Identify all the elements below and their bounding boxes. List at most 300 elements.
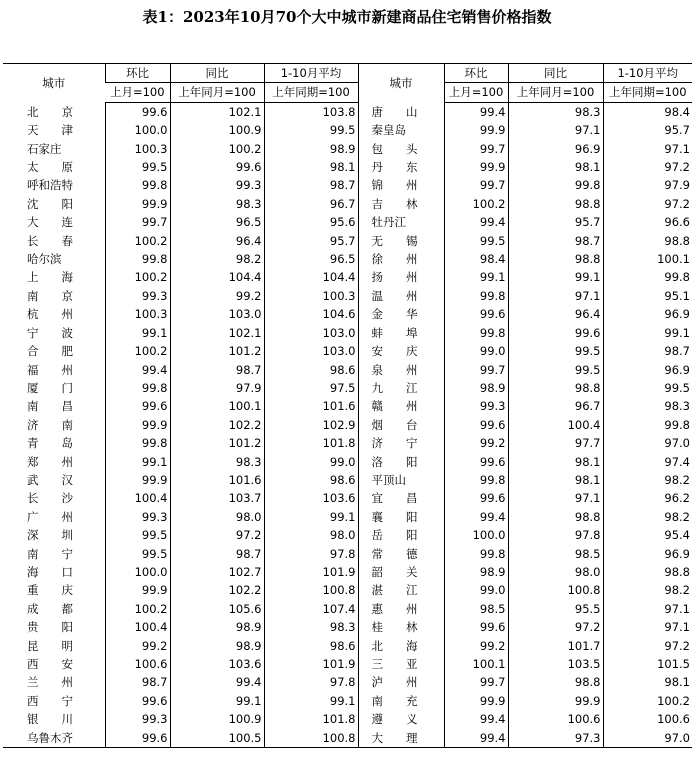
left-mom-cell: 100.2 (105, 342, 170, 360)
right-ytd-cell: 101.5 (603, 655, 692, 673)
left-city-cell: 广 州 (27, 509, 73, 524)
right-yoy-cell: 98.1 (508, 453, 603, 471)
yoy-header-right: 同比 (508, 64, 603, 83)
left-ytd-cell: 99.0 (264, 453, 358, 471)
left-mom-cell: 100.4 (105, 618, 170, 636)
right-city-cell: 大 理 (358, 729, 444, 748)
left-ytd-cell: 99.1 (264, 692, 358, 710)
left-yoy-cell: 100.9 (170, 121, 264, 139)
right-yoy-cell: 97.3 (508, 729, 603, 748)
left-ytd-cell: 104.4 (264, 268, 358, 286)
left-ytd-cell: 98.1 (264, 158, 358, 176)
right-yoy-cell: 95.7 (508, 213, 603, 231)
left-ytd-cell: 96.7 (264, 195, 358, 213)
right-mom-cell: 99.6 (444, 618, 508, 636)
table-body (3, 102, 692, 747)
right-ytd-cell: 98.1 (603, 673, 692, 691)
left-ytd-cell: 99.5 (264, 121, 358, 139)
table-row (3, 213, 692, 231)
table-row (3, 416, 692, 434)
left-city-cell: 乌鲁木齐 (3, 729, 105, 748)
right-mom-cell: 98.9 (444, 563, 508, 581)
table-row (3, 158, 692, 176)
left-city-cell: 武 汉 (27, 472, 73, 487)
left-ytd-cell: 98.9 (264, 140, 358, 158)
table-row (3, 453, 692, 471)
right-yoy-cell: 98.7 (508, 232, 603, 250)
left-city-cell: 西 宁 (27, 693, 73, 708)
right-mom-cell: 99.7 (444, 140, 508, 158)
left-city-cell: 厦 门 (27, 380, 73, 395)
left-city-cell: 合 肥 (27, 344, 73, 359)
table-row (3, 232, 692, 250)
city-header-right: 城市 (358, 64, 444, 103)
right-mom-cell: 99.4 (444, 508, 508, 526)
table-row (3, 508, 692, 526)
table-row (3, 140, 692, 158)
mom-base-left: 上月=100 (105, 83, 170, 102)
right-ytd-cell: 97.2 (603, 195, 692, 213)
right-yoy-cell: 98.8 (508, 508, 603, 526)
left-mom-cell: 100.3 (105, 305, 170, 323)
right-ytd-cell: 96.9 (603, 361, 692, 379)
right-yoy-cell: 96.4 (508, 305, 603, 323)
right-mom-cell: 99.9 (444, 692, 508, 710)
left-yoy-cell: 98.3 (170, 453, 264, 471)
table-row (3, 434, 692, 452)
right-yoy-cell: 98.8 (508, 379, 603, 397)
ytd-base-left: 上年同期=100 (264, 83, 358, 102)
right-mom-cell: 99.4 (444, 710, 508, 728)
right-ytd-cell: 97.9 (603, 176, 692, 194)
right-mom-cell: 100.0 (444, 526, 508, 544)
left-city-cell: 上 海 (27, 270, 73, 285)
right-city-cell: 徐 州 (358, 250, 444, 268)
left-city-cell: 深 圳 (27, 528, 73, 543)
left-ytd-cell: 104.6 (264, 305, 358, 323)
right-mom-cell: 99.2 (444, 434, 508, 452)
table-row (3, 342, 692, 360)
right-city-cell: 湛 江 (358, 581, 444, 599)
yoy-header-left: 同比 (170, 64, 264, 83)
left-city-cell: 宁 波 (27, 325, 73, 340)
left-yoy-cell: 98.2 (170, 250, 264, 268)
left-mom-cell: 100.3 (105, 140, 170, 158)
left-yoy-cell: 98.9 (170, 618, 264, 636)
left-city-cell: 天 津 (27, 123, 73, 138)
right-yoy-cell: 100.4 (508, 416, 603, 434)
table-row (3, 102, 692, 121)
left-yoy-cell: 100.2 (170, 140, 264, 158)
right-ytd-cell: 97.4 (603, 453, 692, 471)
left-yoy-cell: 98.3 (170, 195, 264, 213)
left-yoy-cell: 97.9 (170, 379, 264, 397)
left-mom-cell: 99.6 (105, 692, 170, 710)
right-ytd-cell: 100.1 (603, 250, 692, 268)
left-mom-cell: 99.8 (105, 379, 170, 397)
left-mom-cell: 100.2 (105, 600, 170, 618)
right-ytd-cell: 96.9 (603, 305, 692, 323)
left-ytd-cell: 101.9 (264, 655, 358, 673)
right-yoy-cell: 100.8 (508, 581, 603, 599)
right-mom-cell: 99.4 (444, 213, 508, 231)
right-city-cell: 秦皇岛 (358, 121, 444, 139)
right-city-cell: 金 华 (358, 305, 444, 323)
right-city-cell: 平顶山 (358, 471, 444, 489)
table-row (3, 305, 692, 323)
right-yoy-cell: 103.5 (508, 655, 603, 673)
right-city-cell: 常 德 (358, 545, 444, 563)
left-mom-cell: 100.0 (105, 563, 170, 581)
left-ytd-cell: 95.6 (264, 213, 358, 231)
table-row (3, 600, 692, 618)
left-mom-cell: 99.6 (105, 397, 170, 415)
right-mom-cell: 99.8 (444, 287, 508, 305)
table-row (3, 489, 692, 507)
left-ytd-cell: 98.6 (264, 471, 358, 489)
left-city-cell: 北 京 (27, 104, 73, 119)
left-city-cell: 南 昌 (27, 399, 73, 414)
right-city-cell: 牡丹江 (358, 213, 444, 231)
left-ytd-cell: 101.8 (264, 434, 358, 452)
table-row (3, 526, 692, 544)
right-ytd-cell: 97.0 (603, 729, 692, 748)
table-row (3, 581, 692, 599)
right-ytd-cell: 100.6 (603, 710, 692, 728)
mom-header-right: 环比 (444, 64, 508, 83)
table-row (3, 637, 692, 655)
yoy-base-left: 上年同月=100 (170, 83, 264, 102)
left-yoy-cell: 100.9 (170, 710, 264, 728)
right-ytd-cell: 98.2 (603, 581, 692, 599)
left-ytd-cell: 107.4 (264, 600, 358, 618)
right-mom-cell: 99.9 (444, 121, 508, 139)
left-ytd-cell: 98.3 (264, 618, 358, 636)
right-ytd-cell: 95.7 (603, 121, 692, 139)
ytd-base-right: 上年同期=100 (603, 83, 692, 102)
left-mom-cell: 100.6 (105, 655, 170, 673)
left-city-cell: 南 京 (27, 288, 73, 303)
left-city-cell: 南 宁 (27, 546, 73, 561)
right-mom-cell: 99.2 (444, 637, 508, 655)
left-city-cell: 石家庄 (27, 141, 62, 156)
left-ytd-cell: 97.5 (264, 379, 358, 397)
table-row (3, 268, 692, 286)
table-row (3, 563, 692, 581)
right-ytd-cell: 95.1 (603, 287, 692, 305)
left-ytd-cell: 96.5 (264, 250, 358, 268)
right-yoy-cell: 99.9 (508, 692, 603, 710)
right-yoy-cell: 97.1 (508, 489, 603, 507)
ytd-header-right: 1-10月平均 (603, 64, 692, 83)
left-city-cell: 昆 明 (27, 638, 73, 653)
right-yoy-cell: 99.5 (508, 342, 603, 360)
right-yoy-cell: 100.6 (508, 710, 603, 728)
price-index-table (3, 63, 692, 748)
ytd-header-left: 1-10月平均 (264, 64, 358, 83)
right-ytd-cell: 96.2 (603, 489, 692, 507)
right-mom-cell: 99.1 (444, 268, 508, 286)
right-mom-cell: 99.8 (444, 545, 508, 563)
right-ytd-cell: 99.1 (603, 324, 692, 342)
right-city-cell: 济 宁 (358, 434, 444, 452)
left-city-cell: 呼和浩特 (27, 178, 73, 193)
right-city-cell: 南 充 (358, 692, 444, 710)
table-row (3, 397, 692, 415)
right-city-cell: 吉 林 (358, 195, 444, 213)
right-ytd-cell: 98.8 (603, 232, 692, 250)
right-yoy-cell: 98.1 (508, 471, 603, 489)
right-mom-cell: 99.4 (444, 102, 508, 121)
mom-header-left: 环比 (105, 64, 170, 83)
left-ytd-cell: 103.0 (264, 324, 358, 342)
left-city-cell: 银 川 (27, 712, 73, 727)
right-yoy-cell: 98.3 (508, 102, 603, 121)
left-city-cell: 成 都 (27, 601, 73, 616)
left-ytd-cell: 101.9 (264, 563, 358, 581)
left-yoy-cell: 104.4 (170, 268, 264, 286)
left-ytd-cell: 98.7 (264, 176, 358, 194)
left-ytd-cell: 95.7 (264, 232, 358, 250)
left-yoy-cell: 99.6 (170, 158, 264, 176)
table-row (3, 673, 692, 691)
right-yoy-cell: 97.8 (508, 526, 603, 544)
left-mom-cell: 99.8 (105, 250, 170, 268)
right-city-cell: 泉 州 (358, 361, 444, 379)
left-yoy-cell: 103.0 (170, 305, 264, 323)
right-ytd-cell: 97.2 (603, 637, 692, 655)
right-city-cell: 岳 阳 (358, 526, 444, 544)
right-mom-cell: 99.7 (444, 361, 508, 379)
right-city-cell: 宜 昌 (358, 489, 444, 507)
right-yoy-cell: 99.8 (508, 176, 603, 194)
yoy-base-right: 上年同月=100 (508, 83, 603, 102)
table-row (3, 176, 692, 194)
right-city-cell: 九 江 (358, 379, 444, 397)
mom-base-right: 上月=100 (444, 83, 508, 102)
left-yoy-cell: 102.7 (170, 563, 264, 581)
left-city-cell: 长 春 (27, 233, 73, 248)
left-yoy-cell: 96.5 (170, 213, 264, 231)
table-row (3, 195, 692, 213)
left-mom-cell: 99.5 (105, 158, 170, 176)
right-city-cell: 遵 义 (358, 710, 444, 728)
left-yoy-cell: 102.1 (170, 324, 264, 342)
table-row (3, 618, 692, 636)
right-ytd-cell: 99.8 (603, 416, 692, 434)
right-ytd-cell: 100.2 (603, 692, 692, 710)
right-mom-cell: 99.6 (444, 489, 508, 507)
right-mom-cell: 99.7 (444, 176, 508, 194)
right-mom-cell: 99.5 (444, 232, 508, 250)
right-mom-cell: 99.3 (444, 397, 508, 415)
left-city-cell: 太 原 (27, 160, 73, 175)
left-ytd-cell: 100.8 (264, 581, 358, 599)
table-row (3, 471, 692, 489)
right-yoy-cell: 97.7 (508, 434, 603, 452)
right-city-cell: 惠 州 (358, 600, 444, 618)
right-ytd-cell: 98.4 (603, 102, 692, 121)
right-mom-cell: 100.1 (444, 655, 508, 673)
left-yoy-cell: 96.4 (170, 232, 264, 250)
right-city-cell: 洛 阳 (358, 453, 444, 471)
right-mom-cell: 99.9 (444, 158, 508, 176)
left-yoy-cell: 102.1 (170, 102, 264, 121)
right-yoy-cell: 99.6 (508, 324, 603, 342)
right-ytd-cell: 99.5 (603, 379, 692, 397)
left-mom-cell: 99.3 (105, 287, 170, 305)
right-ytd-cell: 98.7 (603, 342, 692, 360)
right-city-cell: 蚌 埠 (358, 324, 444, 342)
table-row (3, 287, 692, 305)
table-row (3, 324, 692, 342)
right-ytd-cell: 97.2 (603, 158, 692, 176)
right-city-cell: 赣 州 (358, 397, 444, 415)
right-yoy-cell: 96.9 (508, 140, 603, 158)
right-yoy-cell: 96.7 (508, 397, 603, 415)
left-mom-cell: 99.3 (105, 710, 170, 728)
left-yoy-cell: 103.7 (170, 489, 264, 507)
right-yoy-cell: 98.0 (508, 563, 603, 581)
right-mom-cell: 98.5 (444, 600, 508, 618)
left-yoy-cell: 99.2 (170, 287, 264, 305)
left-city-cell: 重 庆 (27, 583, 73, 598)
table-row (3, 121, 692, 139)
right-city-cell: 锦 州 (358, 176, 444, 194)
right-city-cell: 襄 阳 (358, 508, 444, 526)
left-ytd-cell: 100.3 (264, 287, 358, 305)
left-ytd-cell: 99.1 (264, 508, 358, 526)
right-ytd-cell: 98.3 (603, 397, 692, 415)
right-yoy-cell: 95.5 (508, 600, 603, 618)
left-ytd-cell: 103.0 (264, 342, 358, 360)
right-yoy-cell: 98.8 (508, 673, 603, 691)
right-yoy-cell: 101.7 (508, 637, 603, 655)
left-ytd-cell: 98.0 (264, 526, 358, 544)
right-ytd-cell: 98.2 (603, 508, 692, 526)
left-city-cell: 贵 阳 (27, 620, 73, 635)
right-city-cell: 安 庆 (358, 342, 444, 360)
right-city-cell: 三 亚 (358, 655, 444, 673)
right-mom-cell: 99.7 (444, 673, 508, 691)
left-mom-cell: 99.7 (105, 213, 170, 231)
right-yoy-cell: 99.1 (508, 268, 603, 286)
left-mom-cell: 98.7 (105, 673, 170, 691)
left-yoy-cell: 100.5 (170, 729, 264, 748)
left-mom-cell: 100.0 (105, 121, 170, 139)
table-header (3, 64, 692, 103)
left-mom-cell: 99.1 (105, 453, 170, 471)
right-city-cell: 扬 州 (358, 268, 444, 286)
right-mom-cell: 100.2 (444, 195, 508, 213)
table-row (3, 655, 692, 673)
left-yoy-cell: 101.2 (170, 342, 264, 360)
right-yoy-cell: 97.1 (508, 121, 603, 139)
table-row (3, 361, 692, 379)
right-city-cell: 唐 山 (358, 102, 444, 121)
left-city-cell: 郑 州 (27, 454, 73, 469)
left-yoy-cell: 98.7 (170, 545, 264, 563)
table-row (3, 379, 692, 397)
right-ytd-cell: 95.4 (603, 526, 692, 544)
left-city-cell: 长 沙 (27, 491, 73, 506)
right-mom-cell: 99.6 (444, 416, 508, 434)
right-ytd-cell: 96.6 (603, 213, 692, 231)
right-ytd-cell: 96.9 (603, 545, 692, 563)
right-yoy-cell: 99.5 (508, 361, 603, 379)
left-mom-cell: 99.5 (105, 545, 170, 563)
left-mom-cell: 99.6 (105, 102, 170, 121)
left-ytd-cell: 103.6 (264, 489, 358, 507)
right-mom-cell: 99.8 (444, 324, 508, 342)
left-city-cell: 杭 州 (27, 307, 73, 322)
table-row (3, 710, 692, 728)
left-mom-cell: 99.6 (105, 729, 170, 748)
table-row (3, 545, 692, 563)
left-ytd-cell: 97.8 (264, 545, 358, 563)
right-ytd-cell: 97.1 (603, 618, 692, 636)
left-mom-cell: 99.9 (105, 416, 170, 434)
right-city-cell: 无 锡 (358, 232, 444, 250)
left-yoy-cell: 102.2 (170, 581, 264, 599)
right-city-cell: 包 头 (358, 140, 444, 158)
left-city-cell: 哈尔滨 (27, 252, 62, 267)
left-mom-cell: 99.3 (105, 508, 170, 526)
right-city-cell: 丹 东 (358, 158, 444, 176)
left-city-cell: 海 口 (27, 564, 73, 579)
left-city-cell: 兰 州 (27, 675, 73, 690)
table-title: 表1：2023年10月70个大中城市新建商品住宅销售价格指数 (142, 8, 552, 26)
left-yoy-cell: 98.0 (170, 508, 264, 526)
left-yoy-cell: 100.1 (170, 397, 264, 415)
left-city-cell: 西 安 (27, 657, 73, 671)
left-ytd-cell: 101.8 (264, 710, 358, 728)
left-city-cell: 沈 阳 (27, 196, 73, 211)
right-yoy-cell: 97.2 (508, 618, 603, 636)
right-ytd-cell: 97.1 (603, 600, 692, 618)
left-ytd-cell: 100.8 (264, 729, 358, 748)
left-yoy-cell: 98.9 (170, 637, 264, 655)
left-yoy-cell: 102.2 (170, 416, 264, 434)
right-yoy-cell: 97.1 (508, 287, 603, 305)
left-mom-cell: 99.9 (105, 581, 170, 599)
left-mom-cell: 99.9 (105, 195, 170, 213)
left-yoy-cell: 98.7 (170, 361, 264, 379)
left-yoy-cell: 99.3 (170, 176, 264, 194)
left-mom-cell: 99.5 (105, 526, 170, 544)
left-city-cell: 大 连 (27, 215, 73, 230)
right-city-cell: 桂 林 (358, 618, 444, 636)
left-yoy-cell: 97.2 (170, 526, 264, 544)
right-mom-cell: 99.6 (444, 305, 508, 323)
left-mom-cell: 100.4 (105, 489, 170, 507)
left-mom-cell: 99.8 (105, 434, 170, 452)
left-city-cell: 济 南 (27, 417, 73, 432)
right-city-cell: 烟 台 (358, 416, 444, 434)
left-mom-cell: 99.1 (105, 324, 170, 342)
right-mom-cell: 99.0 (444, 581, 508, 599)
right-ytd-cell: 98.2 (603, 471, 692, 489)
right-mom-cell: 99.6 (444, 453, 508, 471)
right-mom-cell: 98.4 (444, 250, 508, 268)
left-mom-cell: 99.2 (105, 637, 170, 655)
left-yoy-cell: 103.6 (170, 655, 264, 673)
right-mom-cell: 98.9 (444, 379, 508, 397)
left-ytd-cell: 97.8 (264, 673, 358, 691)
left-yoy-cell: 101.6 (170, 471, 264, 489)
left-city-cell: 福 州 (27, 362, 73, 377)
city-header-left: 城市 (3, 64, 105, 103)
